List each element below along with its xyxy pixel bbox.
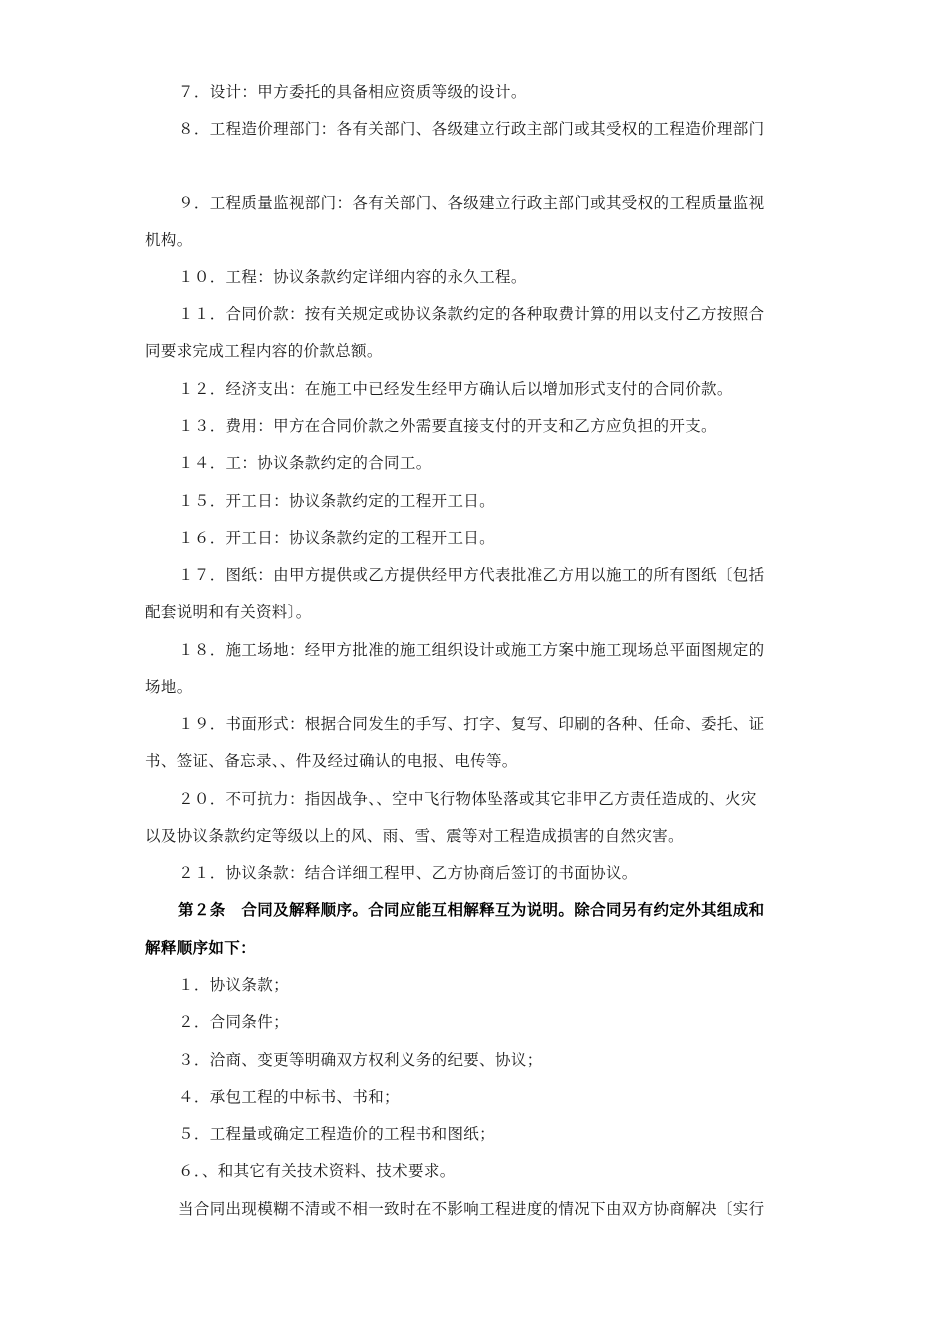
clause-9-quality-department: ９．工程质量监视部门：各有关部门、各级建立行政主部门或其受权的工程质量监视 bbox=[178, 194, 765, 212]
clause-12-economic-expenditure: １２．经济支出：在施工中已经发生经甲方确认后以增加形式支付的合同价款。 bbox=[178, 380, 733, 398]
clause-14-work: １４．工：协议条款约定的合同工。 bbox=[178, 454, 432, 472]
order-item-6: ６．、和其它有关技术资料、技术要求。 bbox=[178, 1162, 456, 1180]
clause-19-continuation: 书、签证、备忘录、、件及经过确认的电报、电传等。 bbox=[145, 752, 518, 770]
clause-11-continuation: 同要求完成工程内容的价款总额。 bbox=[145, 342, 383, 360]
order-item-1: １．协议条款； bbox=[178, 976, 289, 994]
clause-10-works: １０．工程：协议条款约定详细内容的永久工程。 bbox=[178, 268, 527, 286]
clause-18-continuation: 场地。 bbox=[145, 678, 193, 696]
order-item-5: ５．工程量或确定工程造价的工程书和图纸； bbox=[178, 1125, 496, 1143]
order-item-2: ２．合同条件； bbox=[178, 1013, 289, 1031]
ambiguity-paragraph: 当合同出现模糊不清或不相一致时在不影响工程进度的情况下由双方协商解决〔实行 bbox=[178, 1200, 765, 1218]
order-item-3: ３．洽商、变更等明确双方权利义务的纪要、协议； bbox=[178, 1051, 543, 1069]
clause-19-written-form: １９．书面形式：根据合同发生的手写、打字、复写、印刷的各种、任命、委托、证 bbox=[178, 715, 765, 733]
clause-17-continuation: 配套说明和有关资料〕。 bbox=[145, 603, 312, 621]
article-2-heading: 第２条 合同及解释顺序。合同应能互相解释互为说明。除合同另有约定外其组成和 bbox=[178, 900, 765, 919]
clause-17-drawings: １７．图纸：由甲方提供或乙方提供经甲方代表批准乙方用以施工的所有图纸〔包括 bbox=[178, 566, 765, 584]
clause-8-cost-department: ８．工程造价理部门：各有关部门、各级建立行政主部门或其受权的工程造价理部门 bbox=[178, 120, 765, 138]
clause-21-agreement-terms: ２１．协议条款：结合详细工程甲、乙方协商后签订的书面协议。 bbox=[178, 864, 638, 882]
article-2-heading-continuation: 解释顺序如下： bbox=[145, 938, 256, 957]
clause-13-expenses: １３．费用：甲方在合同价款之外需要直接支付的开支和乙方应负担的开支。 bbox=[178, 417, 717, 435]
clause-18-construction-site: １８．施工场地：经甲方批准的施工组织设计或施工方案中施工现场总平面图规定的 bbox=[178, 641, 765, 659]
clause-16-start-date: １６．开工日：协议条款约定的工程开工日。 bbox=[178, 529, 496, 547]
order-item-4: ４．承包工程的中标书、书和； bbox=[178, 1088, 400, 1106]
clause-20-continuation: 以及协议条款约定等级以上的风、雨、雪、震等对工程造成损害的自然灾害。 bbox=[145, 827, 684, 845]
clause-9-continuation: 机构。 bbox=[145, 231, 193, 249]
clause-7-design: ７．设计：甲方委托的具备相应资质等级的设计。 bbox=[178, 83, 527, 101]
clause-20-force-majeure: ２０．不可抗力：指因战争、、空中飞行物体坠落或其它非甲乙方责任造成的、火灾 bbox=[178, 790, 757, 808]
clause-11-contract-price: １１．合同价款：按有关规定或协议条款约定的各种取费计算的用以支付乙方按照合 bbox=[178, 305, 765, 323]
clause-15-start-date: １５．开工日：协议条款约定的工程开工日。 bbox=[178, 492, 496, 510]
